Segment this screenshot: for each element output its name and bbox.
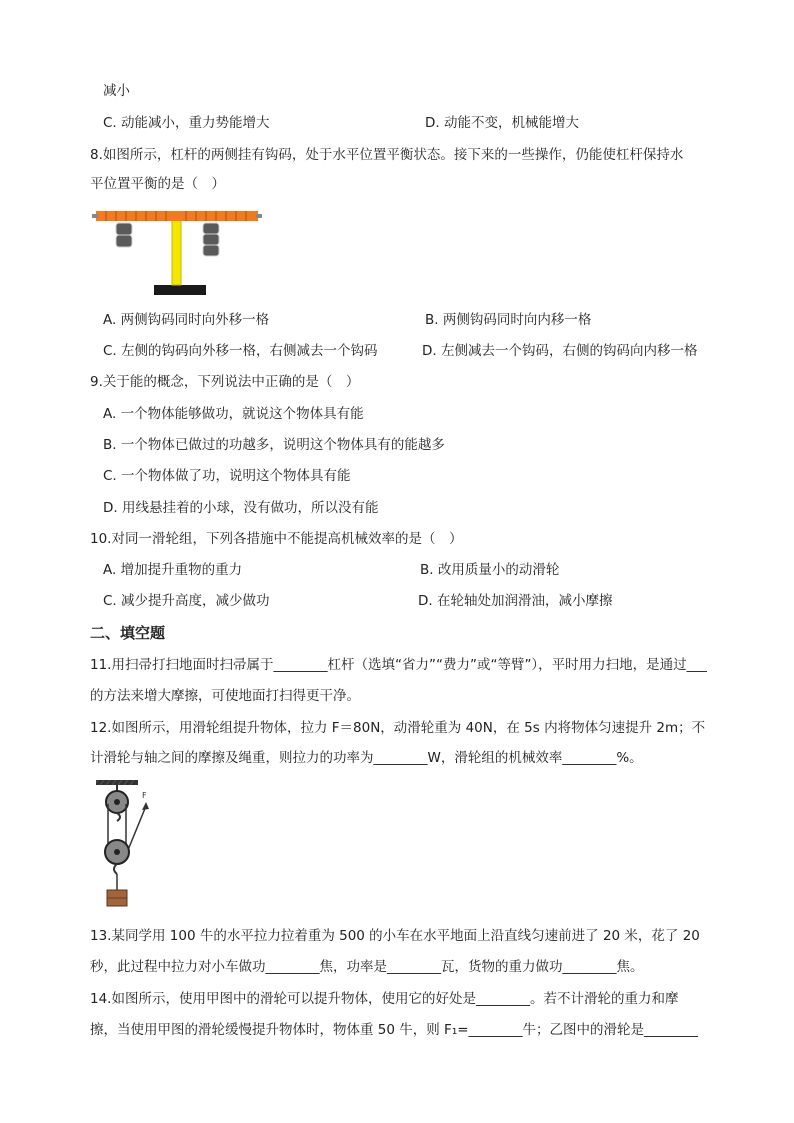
option-b: B. 改用质量小的动滑轮 — [420, 562, 560, 578]
question-text: 的方法来增大摩擦，可使地面打扫得更干净。 — [90, 688, 360, 704]
question-text: 8.如图所示，杠杆的两侧挂有钩码，处于水平位置平衡状态。接下来的一些操作，仍能使杠杆保持水 — [90, 147, 684, 163]
question-text: 12.如图所示，用滑轮组提升物体，拉力 F＝80N，动滑轮重为 40N，在 5s 内将物体匀速提升 2m；不 — [90, 720, 706, 736]
question-text: 11.用扫帚打扫地面时扫帚属于________杠杆（选填“省力”“费力”或“等臂”），平时用力扫地，是通过___ — [90, 657, 707, 673]
right-weights — [203, 223, 219, 256]
lever-figure — [92, 203, 262, 298]
option-a: A. 增加提升重物的重力 — [103, 562, 243, 578]
force-label: F — [142, 791, 147, 800]
arrow-icon — [142, 802, 149, 810]
option-b: B. 一个物体已做过的功越多，说明这个物体具有的能越多 — [103, 437, 445, 453]
lever-bar — [96, 211, 258, 221]
question-text: 计滑轮与轴之间的摩擦及绳重，则拉力的功率为________W，滑轮组的机械效率________%。 — [90, 750, 643, 766]
left-weights — [116, 223, 132, 247]
text-line: 减小 — [103, 83, 130, 99]
option-d: D. 在轮轴处加润滑油，减小摩擦 — [418, 593, 613, 609]
option-c: C. 一个物体做了功，说明这个物体具有能 — [103, 468, 351, 484]
pulley-figure — [96, 780, 160, 910]
option-d: D. 用线悬挂着的小球，没有做功，所以没有能 — [103, 500, 379, 516]
option-b: B. 两侧钩码同时向内移一格 — [425, 312, 592, 328]
option-d: D. 动能不变，机械能增大 — [425, 115, 579, 131]
option-a: A. 两侧钩码同时向外移一格 — [103, 312, 270, 328]
question-text: 13.某同学用 100 牛的水平拉力拉着重为 500 的小车在水平地面上沿直线匀速前进了 20 米，花了 20 — [90, 928, 700, 944]
section-heading: 二、填空题 — [90, 624, 166, 642]
question-text: 9.关于能的概念，下列说法中正确的是（ ） — [90, 374, 360, 390]
lever-base — [154, 285, 206, 295]
lever-stand — [172, 217, 181, 285]
option-c: C. 减少提升高度，减少做功 — [103, 593, 270, 609]
pull-rope — [128, 806, 146, 850]
option-c: C. 左侧的钩码向外移一格，右侧减去一个钩码 — [103, 343, 378, 359]
question-text: 秒，此过程中拉力对小车做功________焦，功率是________瓦，货物的重力做功________焦。 — [90, 959, 644, 975]
question-text: 14.如图所示，使用甲图中的滑轮可以提升物体，使用它的好处是________。若不计滑轮的重力和摩 — [90, 991, 679, 1007]
question-text: 10.对同一滑轮组，下列各措施中不能提高机械效率的是（ ） — [90, 531, 463, 547]
question-text: 擦，当使用甲图的滑轮缓慢提升物体时，物体重 50 牛，则 F₁=________牛；乙图中的滑轮是________ — [90, 1022, 699, 1038]
question-text: 平位置平衡的是（ ） — [90, 176, 225, 192]
option-a: A. 一个物体能够做功，就说这个物体具有能 — [103, 406, 364, 422]
option-c: C. 动能减小，重力势能增大 — [103, 115, 270, 131]
option-d: D. 左侧减去一个钩码，右侧的钩码向内移一格 — [422, 343, 698, 359]
